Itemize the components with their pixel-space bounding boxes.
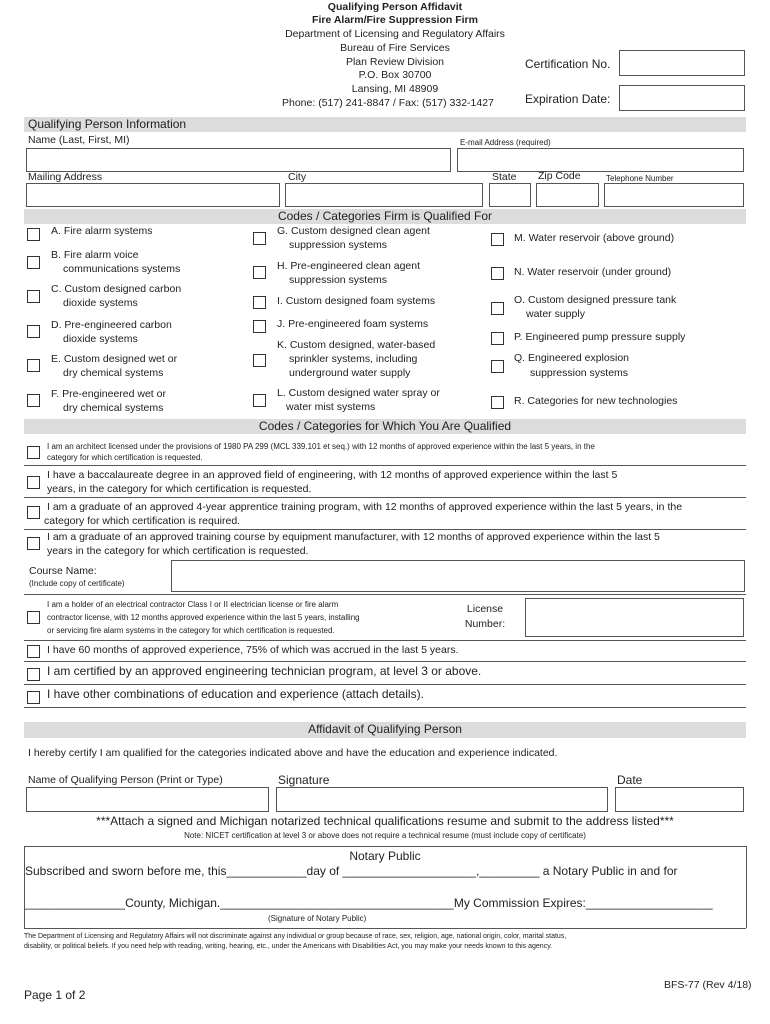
category-m-label: M. Water reservoir (above ground) (514, 232, 675, 244)
license-number-field[interactable] (525, 598, 744, 637)
name-label: Name (Last, First, MI) (28, 134, 130, 146)
license-label: License (466, 603, 504, 615)
category-b-label-cont: communications systems (63, 263, 181, 275)
expiration-label: Expiration Date: (525, 92, 611, 106)
zip-label: Zip Code (538, 170, 581, 182)
section-affidavit: Affidavit of Qualifying Person (24, 722, 746, 738)
divider (24, 640, 746, 641)
city-label: City (288, 171, 307, 183)
attach-resume-notice: ***Attach a signed and Michigan notarized technical qualifications resume and submit to the address listed*** (96, 814, 674, 828)
category-d-label: D. Pre-engineered carbon (51, 319, 172, 331)
checkbox-other-combinations[interactable] (27, 691, 40, 704)
checkbox-a[interactable] (27, 228, 40, 241)
checkbox-q[interactable] (491, 360, 504, 373)
course-name-field[interactable] (171, 560, 745, 592)
checkbox-architect[interactable] (27, 446, 40, 459)
category-k-label-cont: sprinkler systems, including (289, 353, 418, 365)
divider (24, 465, 746, 466)
form-subtitle: Fire Alarm/Fire Suppression Firm (312, 14, 478, 26)
category-e-label: E. Custom designed wet or (51, 353, 178, 365)
category-p-label: P. Engineered pump pressure supply (514, 331, 686, 343)
architect-text-cont: category for which certification is requested. (47, 453, 203, 462)
checkbox-d[interactable] (27, 325, 40, 338)
checkbox-electrical-license[interactable] (27, 611, 40, 624)
checkbox-technician-program[interactable] (27, 668, 40, 681)
checkbox-e[interactable] (27, 359, 40, 372)
checkbox-k[interactable] (253, 354, 266, 367)
engineering-degree-text: I have a baccalaureate degree in an approved field of engineering, with 12 months of approved experience within the last 5 (47, 469, 618, 481)
department-name: Department of Licensing and Regulatory Affairs (285, 28, 505, 40)
divider (24, 594, 746, 595)
form-title: Qualifying Person Affidavit (327, 1, 463, 13)
email-label: E-mail Address (required) (460, 138, 551, 147)
date-field[interactable] (615, 787, 744, 812)
checkbox-f[interactable] (27, 394, 40, 407)
architect-text: I am an architect licensed under the provisions of 1980 PA 299 (MCL 339.101 et seq.) with 12 months of approved experience within the last 5 years, in the (47, 442, 595, 451)
divider (24, 928, 746, 929)
checkbox-n[interactable] (491, 267, 504, 280)
certification-label: Certification No. (525, 57, 611, 71)
manufacturer-course-text-cont: years in the category for which certification is requested. (47, 545, 309, 557)
category-d-label-cont: dioxide systems (63, 333, 138, 345)
divider (24, 497, 746, 498)
notary-county-line: _______________County, Michigan.___________________________________My Commission Expires:___________________ (25, 896, 713, 910)
certification-number-field[interactable] (619, 50, 745, 76)
electrical-license-text-cont2: or servicing fire alarm systems in the category for which certification is requested. (47, 626, 335, 635)
checkbox-h[interactable] (253, 266, 266, 279)
nondiscrimination-text: The Department of Licensing and Regulatory Affairs will not discriminate against any individual or group because of race, sex, religion, age, national origin, color, marital status, (24, 933, 567, 940)
notary-subscribed-line: Subscribed and sworn before me, this____________day of ____________________,_________ a Notary Public in and for (25, 864, 678, 878)
category-f-label-cont: dry chemical systems (63, 402, 164, 414)
category-g-label: G. Custom designed clean agent (277, 225, 430, 237)
category-b-label: B. Fire alarm voice (51, 249, 139, 261)
category-g-label-cont: suppression systems (289, 239, 388, 251)
technician-program-text: I am certified by an approved engineering technician program, at level 3 or above. (47, 664, 482, 678)
page-number: Page 1 of 2 (24, 988, 86, 1002)
section-qualifying-person: Qualifying Person Information (24, 117, 746, 132)
category-a-label: A. Fire alarm systems (51, 225, 153, 237)
divider (24, 684, 746, 685)
category-l-label: L. Custom designed water spray or (277, 387, 440, 399)
checkbox-m[interactable] (491, 233, 504, 246)
mailing-address-field[interactable] (26, 183, 280, 207)
category-c-label-cont: dioxide systems (63, 297, 138, 309)
category-i-label: I. Custom designed foam systems (277, 295, 436, 307)
category-n-label: N. Water reservoir (under ground) (514, 266, 672, 278)
checkbox-apprentice[interactable] (27, 506, 40, 519)
checkbox-l[interactable] (253, 394, 266, 407)
name-field[interactable] (26, 148, 451, 172)
division-name: Plan Review Division (345, 56, 445, 68)
section-firm-codes: Codes / Categories Firm is Qualified For (24, 209, 746, 224)
apprentice-text-cont: category for which certification is required. (44, 515, 241, 527)
checkbox-engineering-degree[interactable] (27, 476, 40, 489)
category-f-label: F. Pre-engineered wet or (51, 388, 166, 400)
category-k-label-cont2: underground water supply (289, 367, 411, 379)
telephone-label: Telephone Number (606, 174, 674, 183)
checkbox-i[interactable] (253, 296, 266, 309)
state-label: State (492, 171, 517, 183)
certify-statement: I hereby certify I am qualified for the categories indicated above and have the education and experience indicated. (28, 747, 558, 759)
category-h-label-cont: suppression systems (289, 274, 388, 286)
category-q-label-cont: suppression systems (530, 367, 629, 379)
checkbox-j[interactable] (253, 320, 266, 333)
60-months-text: I have 60 months of approved experience, 75% of which was accrued in the last 5 years. (47, 644, 459, 656)
course-name-label: Course Name: (29, 565, 97, 577)
apprentice-text: I am a graduate of an approved 4-year apprentice training program, with 12 months of approved experience within the last 5 years, in the (47, 501, 683, 513)
category-j-label: J. Pre-engineered foam systems (277, 318, 429, 330)
checkbox-g[interactable] (253, 232, 266, 245)
notary-title: Notary Public (349, 849, 421, 863)
telephone-field[interactable] (604, 183, 744, 207)
electrical-license-text: I am a holder of an electrical contractor Class I or II electrician license or fire alarm (47, 600, 339, 609)
category-o-label: O. Custom designed pressure tank (514, 294, 677, 306)
checkbox-manufacturer-course[interactable] (27, 537, 40, 550)
category-r-label: R. Categories for new technologies (514, 395, 678, 407)
zip-field[interactable] (536, 183, 599, 207)
email-field[interactable] (457, 148, 744, 172)
license-number-label: Number: (464, 618, 506, 630)
bureau-name: Bureau of Fire Services (340, 42, 450, 54)
checkbox-b[interactable] (27, 256, 40, 269)
qualifying-person-name-field[interactable] (26, 787, 269, 812)
notary-border-right (746, 846, 747, 928)
category-c-label: C. Custom designed carbon (51, 283, 182, 295)
category-k-label: K. Custom designed, water-based (277, 339, 436, 351)
checkbox-r[interactable] (491, 396, 504, 409)
city-address: Lansing, MI 48909 (351, 83, 439, 95)
notary-signature-caption: (Signature of Notary Public) (268, 914, 367, 923)
other-combinations-text: I have other combinations of education and experience (attach details). (47, 687, 424, 701)
category-e-label-cont: dry chemical systems (63, 367, 164, 379)
signature-label: Signature (278, 773, 330, 787)
manufacturer-course-text: I am a graduate of an approved training course by equipment manufacturer, with 12 months of approved experience within the last 5 (47, 531, 660, 543)
engineering-degree-text-cont: years, in the category for which certification is requested. (47, 483, 312, 495)
divider (24, 661, 746, 662)
checkbox-o[interactable] (491, 302, 504, 315)
po-box: P.O. Box 30700 (358, 69, 432, 81)
category-o-label-cont: water supply (526, 308, 585, 320)
electrical-license-text-cont: contractor license, with 12 months approved experience within the last 5 years, installing (47, 613, 360, 622)
date-label: Date (617, 773, 643, 787)
course-name-note: (Include copy of certificate) (29, 579, 125, 588)
mailing-address-label: Mailing Address (28, 171, 103, 183)
checkbox-c[interactable] (27, 290, 40, 303)
checkbox-p[interactable] (491, 332, 504, 345)
form-number: BFS-77 (Rev 4/18) (664, 979, 752, 991)
phone-fax: Phone: (517) 241-8847 / Fax: (517) 332-1427 (282, 97, 494, 109)
divider (24, 707, 746, 708)
state-field[interactable] (489, 183, 531, 207)
signature-field[interactable] (276, 787, 608, 812)
nondiscrimination-text-cont: disability, or political beliefs. If you need help with reading, writing, hearing, etc., under the Americans with Disabilities Act, you may make your needs known to this agency. (24, 943, 553, 950)
category-l-label-cont: water mist systems (286, 401, 376, 413)
expiration-date-field[interactable] (619, 85, 745, 111)
city-field[interactable] (285, 183, 483, 207)
qualifying-person-name-label: Name of Qualifying Person (Print or Type) (28, 774, 223, 786)
divider (24, 846, 746, 847)
category-h-label: H. Pre-engineered clean agent (277, 260, 421, 272)
checkbox-60-months[interactable] (27, 645, 40, 658)
section-qualified-codes: Codes / Categories for Which You Are Qualified (24, 419, 746, 434)
category-q-label: Q. Engineered explosion (514, 352, 629, 364)
nicet-note: Note: NICET certification at level 3 or above does not require a technical resume (must include copy of certificate) (184, 831, 586, 840)
